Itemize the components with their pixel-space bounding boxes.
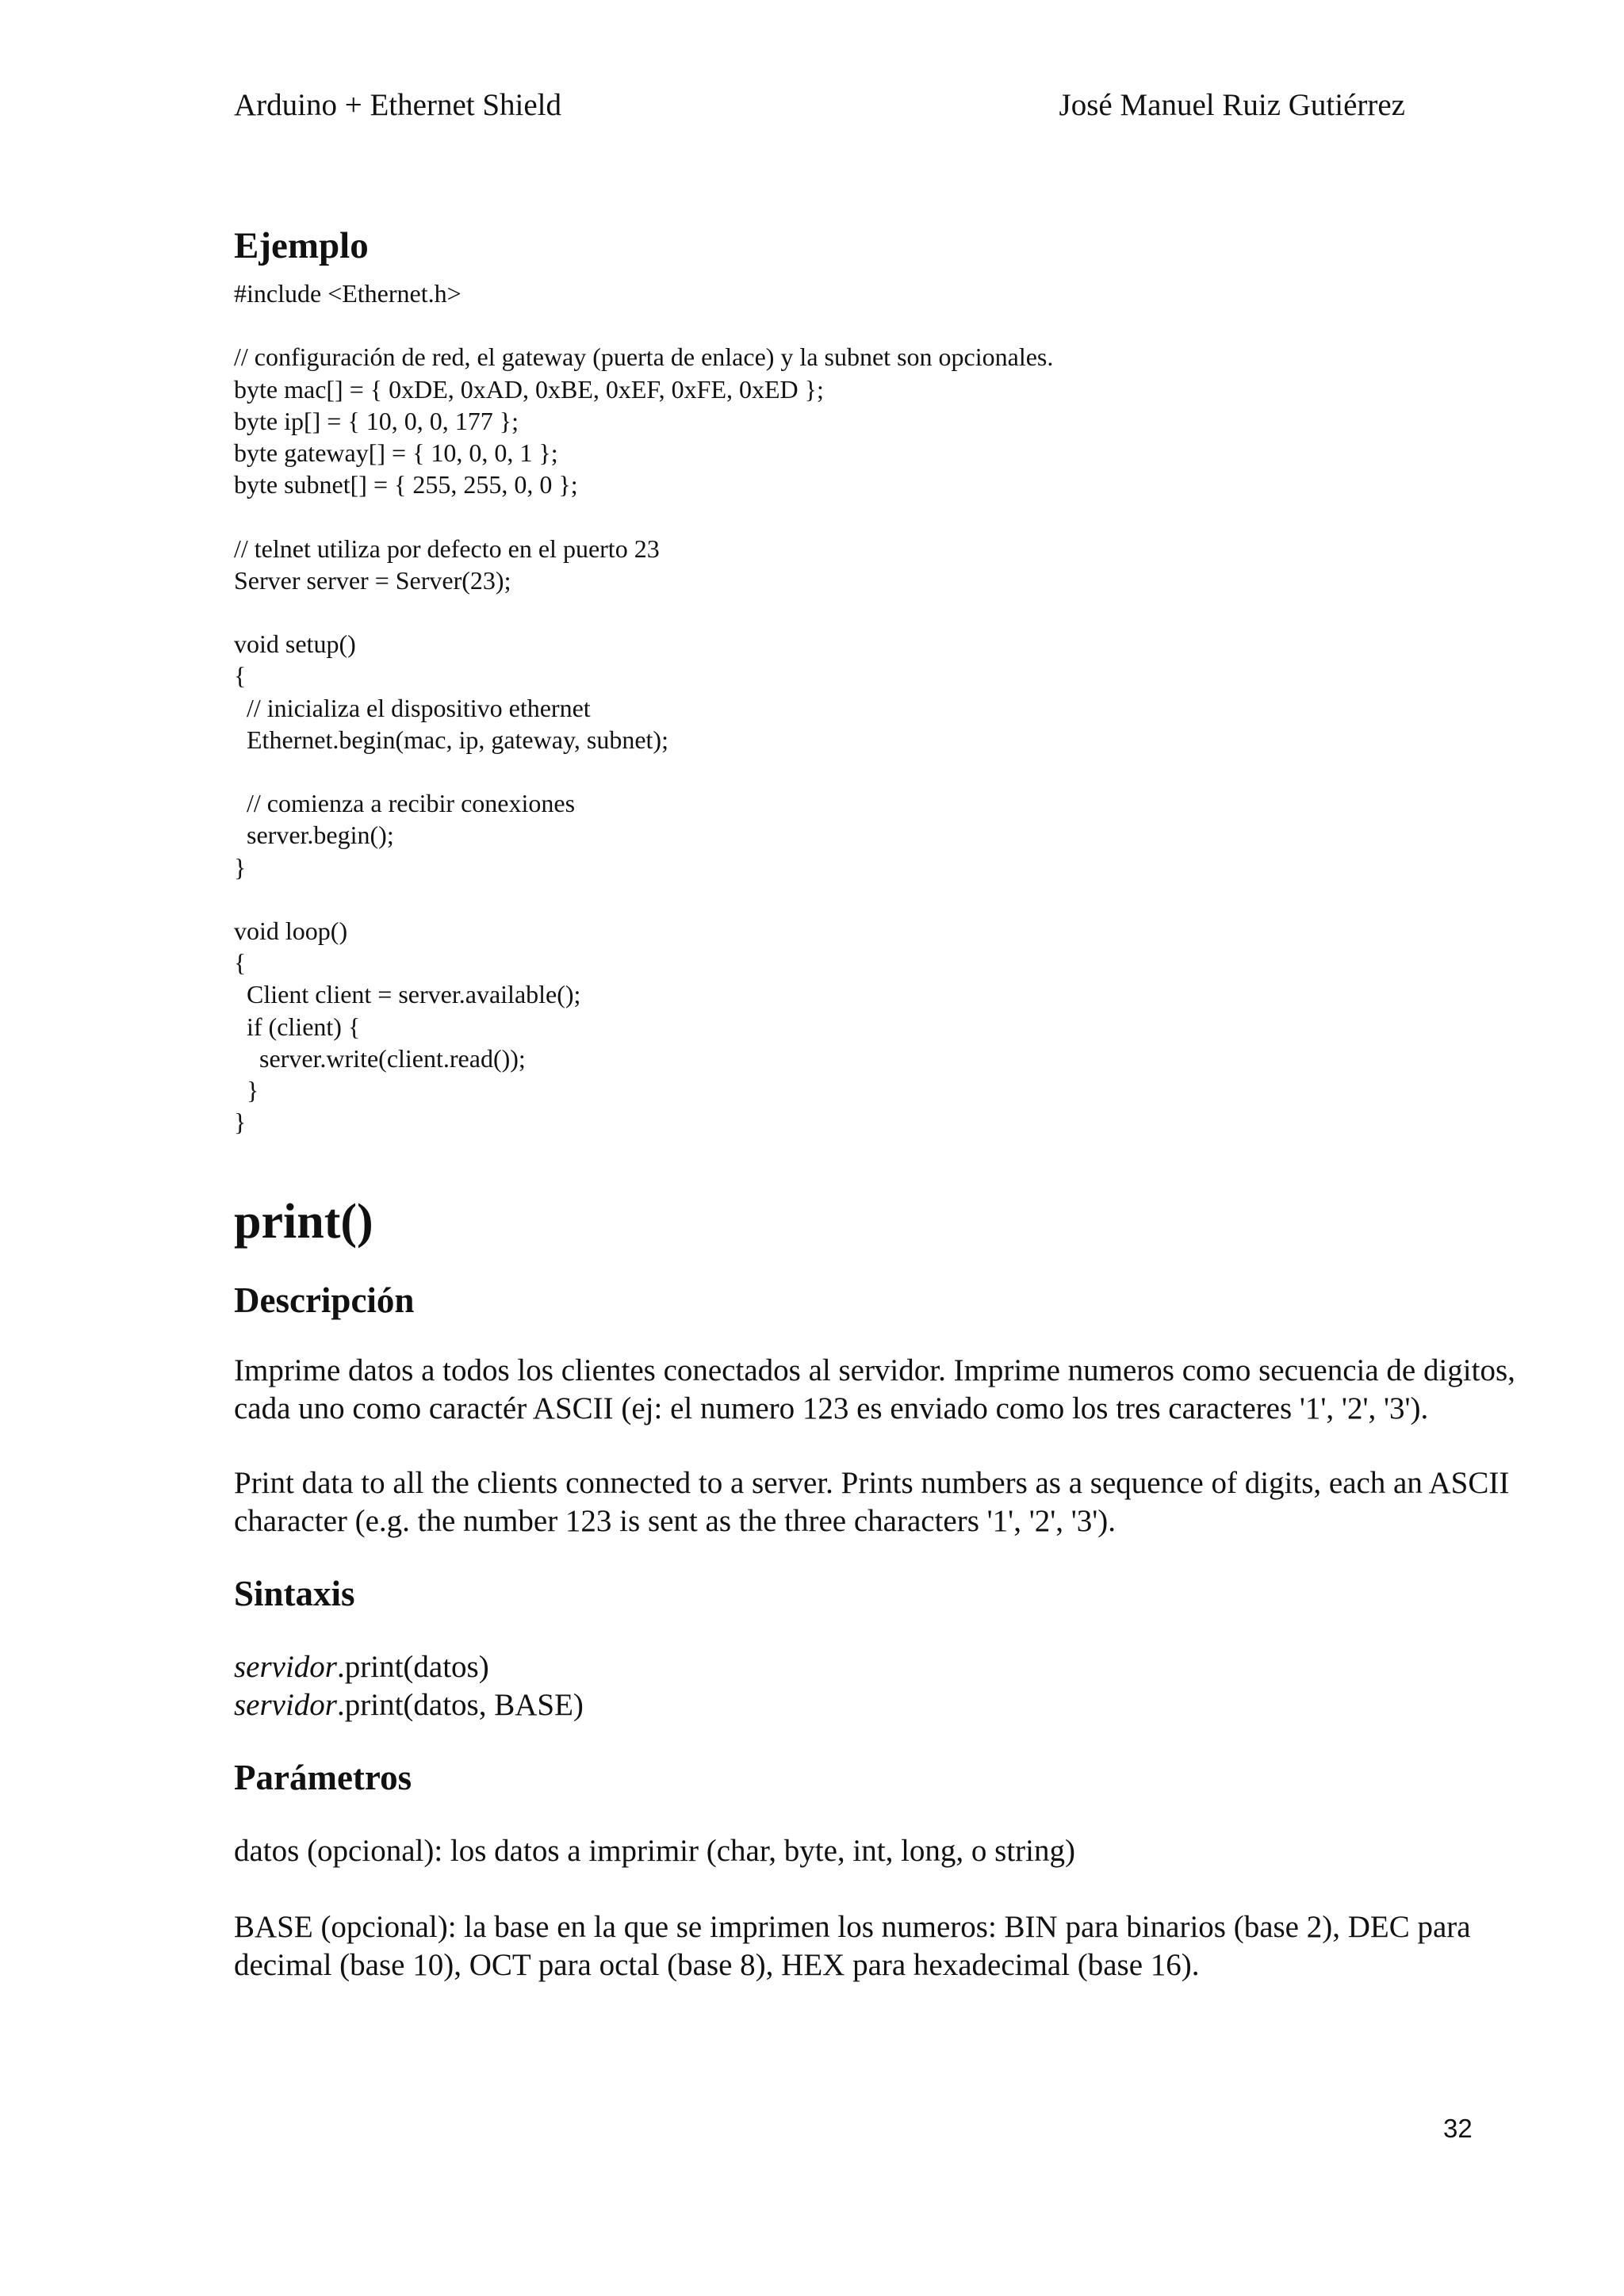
syntax-heading: Sintaxis [234, 1574, 355, 1614]
code-line: #include <Ethernet.h> [234, 279, 462, 308]
code-line [234, 502, 240, 530]
code-line: // comienza a recibir conexiones [234, 789, 576, 818]
syntax-line [234, 1648, 1519, 1686]
code-line: server.begin(); [234, 821, 394, 850]
parameters-heading: Parámetros [234, 1758, 412, 1798]
code-line: Ethernet.begin(mac, ip, gateway, subnet); [234, 725, 668, 754]
syntax-object: servidor [234, 1688, 337, 1723]
code-line: // inicializa el dispositivo ethernet [234, 693, 591, 722]
page-content [234, 222, 1519, 1984]
code-line: if (client) { [234, 1012, 361, 1041]
page-number: 32 [1443, 2114, 1473, 2143]
code-line: } [234, 1076, 259, 1105]
code-line: Server server = Server(23); [234, 565, 511, 595]
code-line: byte subnet[] = { 255, 255, 0, 0 }; [234, 470, 578, 499]
page-header [234, 86, 1405, 125]
code-line [234, 311, 240, 339]
syntax-block [234, 1648, 1519, 1724]
description-spanish: Imprime datos a todos los clientes conectados al servidor. Imprime numeros como secuencia de digitos, cada uno como caractér ASCII (ej: el numero 123 es enviado como los tres caracteres '1', '2', '3'). [234, 1353, 1515, 1426]
syntax-call: .print(datos, BASE) [337, 1688, 584, 1723]
header-book-title: Arduino + Ethernet Shield [234, 88, 562, 122]
code-line: byte ip[] = { 10, 0, 0, 177 }; [234, 406, 519, 435]
code-line: { [234, 661, 247, 691]
code-line: server.write(client.read()); [234, 1043, 526, 1073]
code-line [234, 598, 240, 626]
example-code-block [234, 277, 1519, 1138]
syntax-call: .print(datos) [337, 1650, 489, 1685]
code-line: { [234, 948, 247, 978]
code-line: // telnet utiliza por defecto en el puerto 23 [234, 534, 660, 563]
syntax-object: servidor [234, 1650, 337, 1685]
description-heading: Descripción [234, 1280, 415, 1321]
code-line: byte mac[] = { 0xDE, 0xAD, 0xBE, 0xEF, 0xFE, 0xED }; [234, 374, 824, 404]
code-line [234, 885, 240, 913]
header-author: José Manuel Ruiz Gutiérrez [1059, 88, 1405, 122]
parameter-base: BASE (opcional): la base en la que se imprimen los numeros: BIN para binarios (base 2), DEC para decimal (base 10), OCT para octal (base 8), HEX para hexadecimal (base 16). [234, 1910, 1471, 1983]
code-line: } [234, 1108, 247, 1137]
parameter-datos: datos (opcional): los datos a imprimir (char, byte, int, long, o string) [234, 1834, 1075, 1869]
syntax-line [234, 1686, 1519, 1724]
code-line: // configuración de red, el gateway (puerta de enlace) y la subnet son opcionales. [234, 342, 1054, 372]
function-title: print() [234, 1195, 373, 1249]
code-line: void loop() [234, 916, 348, 946]
description-english: Print data to all the clients connected to a server. Prints numbers as a sequence of digits, each an ASCII character (e.g. the number 123 is sent as the three characters '1', '2', '3'). [234, 1466, 1510, 1539]
code-line [234, 757, 240, 786]
code-line: Client client = server.available(); [234, 980, 581, 1009]
code-line: void setup() [234, 629, 356, 659]
example-heading: Ejemplo [234, 225, 369, 266]
code-line: } [234, 852, 247, 882]
code-line: byte gateway[] = { 10, 0, 0, 1 }; [234, 438, 558, 468]
